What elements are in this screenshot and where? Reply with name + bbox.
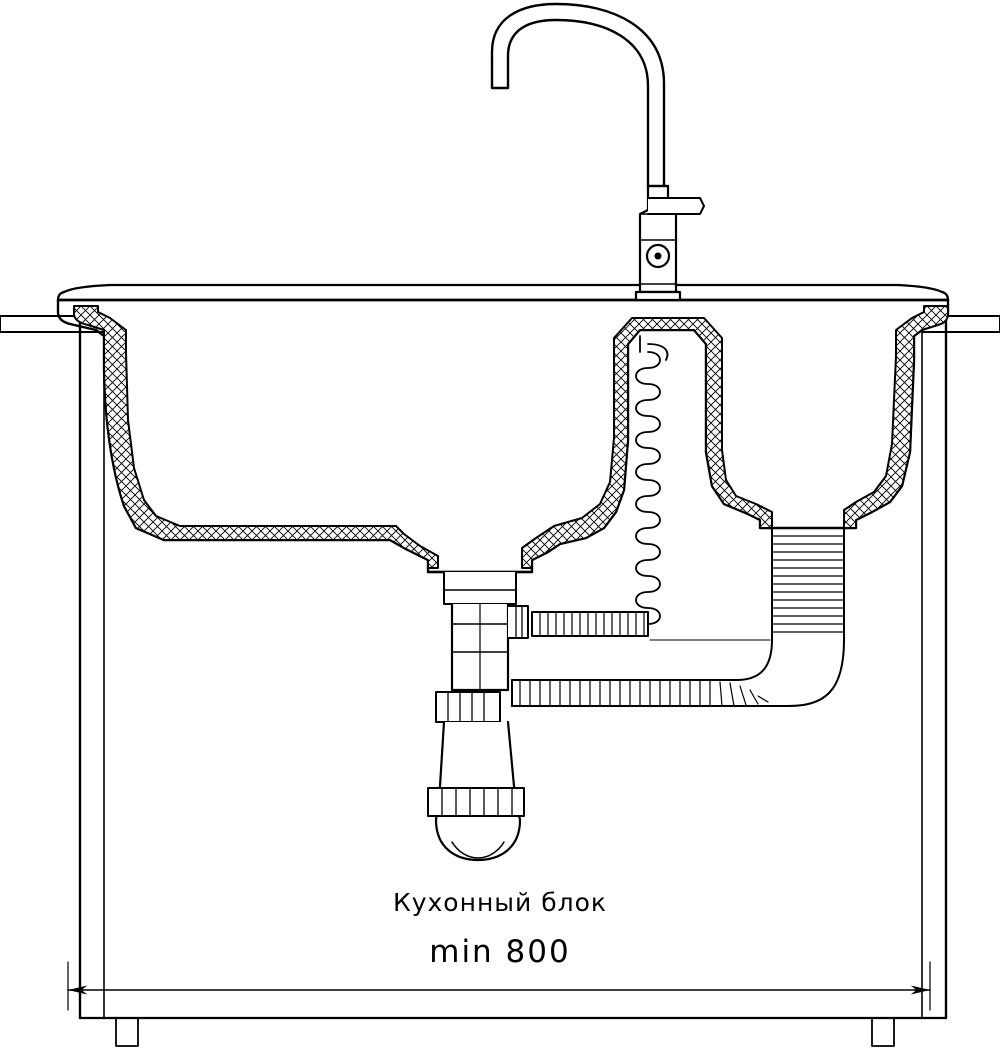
sink-main-bowl xyxy=(74,306,438,568)
drain-outlet xyxy=(428,572,532,690)
cabinet-label: Кухонный блок xyxy=(392,888,608,917)
cabinet-legs xyxy=(116,1018,894,1046)
dimension-label: min 800 xyxy=(429,934,571,970)
sink-small-bowl xyxy=(844,306,948,528)
faucet xyxy=(492,4,704,300)
sink-inner-contours xyxy=(126,330,396,526)
overflow-hose xyxy=(532,336,667,636)
sink-divider-wall xyxy=(522,318,772,568)
siphon xyxy=(428,692,524,860)
dimension-line xyxy=(68,962,930,1010)
